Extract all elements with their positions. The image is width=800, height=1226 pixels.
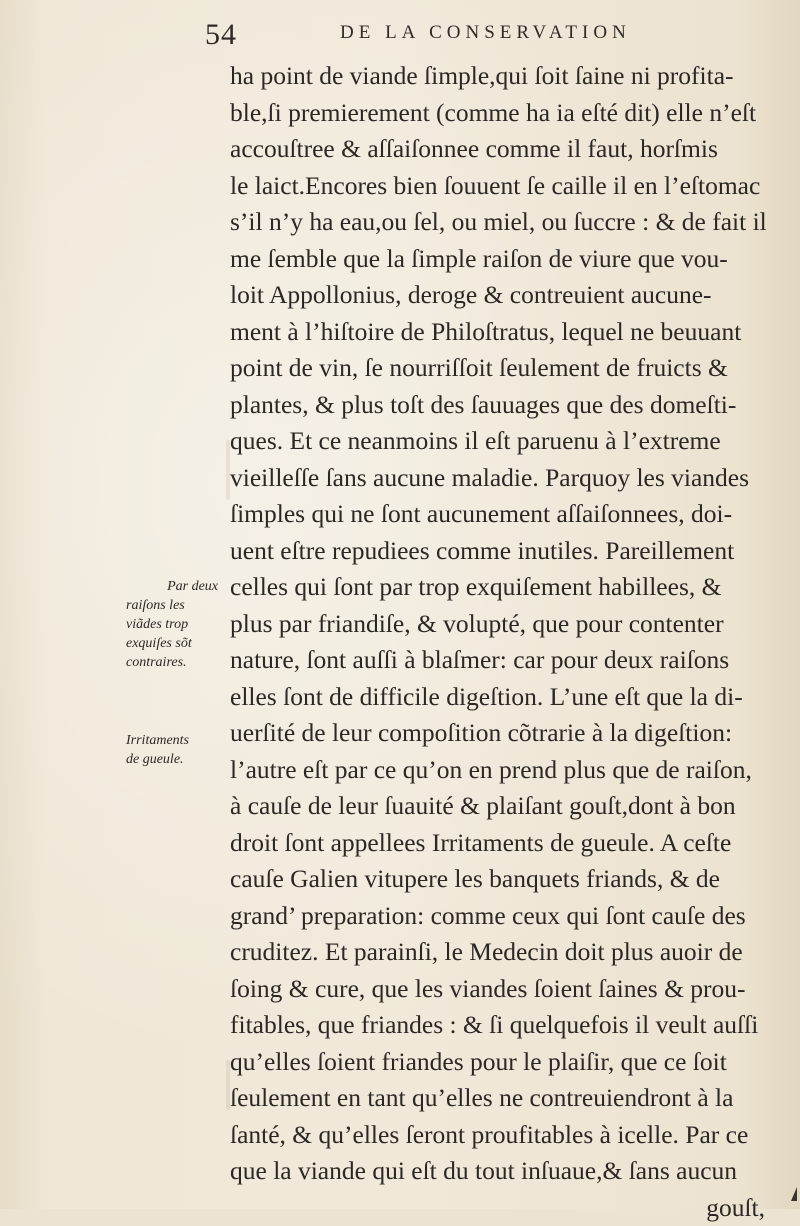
marginal-line: Irritaments [126,731,224,750]
marginal-line: contraires. [126,653,224,672]
catchword: gouſt, [230,1190,795,1226]
text-line: ſeulement en tant qu’elles ne contreuiendront à la [230,1080,795,1117]
text-line: fitables, que friandes : & ſi quelquefois il veult auſſi [230,1007,795,1044]
text-line: uent eſtre repudiees comme inutiles. Pareillement [230,533,795,570]
text-line: plantes, & plus toſt des ſauuages que des domeſti- [230,387,795,424]
ink-show-through [226,440,230,500]
main-text-block [230,58,795,1226]
text-line: vieilleſſe ſans aucune maladie. Parquoy les viandes [230,460,795,497]
running-title: DE LA CONSERVATION [340,22,631,44]
text-line: ha point de viande ſimple,qui ſoit ſaine ni profita- [230,58,795,95]
text-line: l’autre eſt par ce qu’on en prend plus que de raiſon, [230,752,795,789]
text-line: grand’ preparation: comme ceux qui ſont cauſe des [230,898,795,935]
text-line: cauſe Galien vitupere les banquets friands, & de [230,861,795,898]
text-line: nature, ſont auſſi à blaſmer: car pour deux raiſons [230,642,795,679]
marginal-line: raiſons les [126,596,224,615]
ink-show-through [226,1060,230,1110]
text-line: plus par friandiſe, & volupté, que pour contenter [230,606,795,643]
marginal-line: Par deux [126,577,224,596]
page-header [205,18,725,48]
text-line: uerſité de leur compoſition cõtrarie à la digeſtion: [230,715,795,752]
text-line: droit ſont appellees Irritaments de gueule. A ceſte [230,825,795,862]
marginal-line: exquiſes sõt [126,634,224,653]
marginal-note-deux-raisons [126,577,224,672]
marginal-line: de gueule. [126,750,224,769]
text-line: ſoing & cure, que les viandes ſoient ſaines & prou- [230,971,795,1008]
page-corner-mark [791,1187,797,1201]
text-line: le laict.Encores bien ſouuent ſe caille il en l’eſtomac [230,168,795,205]
text-line: cruditez. Et parainſi, le Medecin doit plus auoir de [230,934,795,971]
text-line: ble,ſi premierement (comme ha ia eſté dit) elle n’eſt [230,95,795,132]
text-line: que la viande qui eſt du tout inſuaue,& ſans aucun [230,1153,795,1190]
text-line: s’il n’y ha eau,ou ſel, ou miel, ou ſuccre : & de fait il [230,204,795,241]
marginal-note-irritaments [126,731,224,769]
page-number: 54 [205,18,237,52]
text-line: ſanté, & qu’elles ſeront proufitables à icelle. Par ce [230,1117,795,1154]
marginal-line: viãdes trop [126,615,224,634]
text-line: celles qui ſont par trop exquiſement habillees, & [230,569,795,606]
text-line: accouſtree & aſſaiſonnee comme il faut, horſmis [230,131,795,168]
text-line: ques. Et ce neanmoins il eſt paruenu à l’extreme [230,423,795,460]
text-line: point de vin, ſe nourriſſoit ſeulement de fruicts & [230,350,795,387]
text-line: loit Appollonius, deroge & contreuient aucune- [230,277,795,314]
text-line: ment à l’hiſtoire de Philoſtratus, lequel ne beuuant [230,314,795,351]
text-line: qu’elles ſoient friandes pour le plaiſir, que ce ſoit [230,1044,795,1081]
text-line: à cauſe de leur ſuauité & plaiſant gouſt,dont à bon [230,788,795,825]
text-line: elles ſont de difficile digeſtion. L’une eſt que la di- [230,679,795,716]
text-line: me ſemble que la ſimple raiſon de viure que vou- [230,241,795,278]
text-line: ſimples qui ne ſont aucunement aſſaiſonnees, doi- [230,496,795,533]
